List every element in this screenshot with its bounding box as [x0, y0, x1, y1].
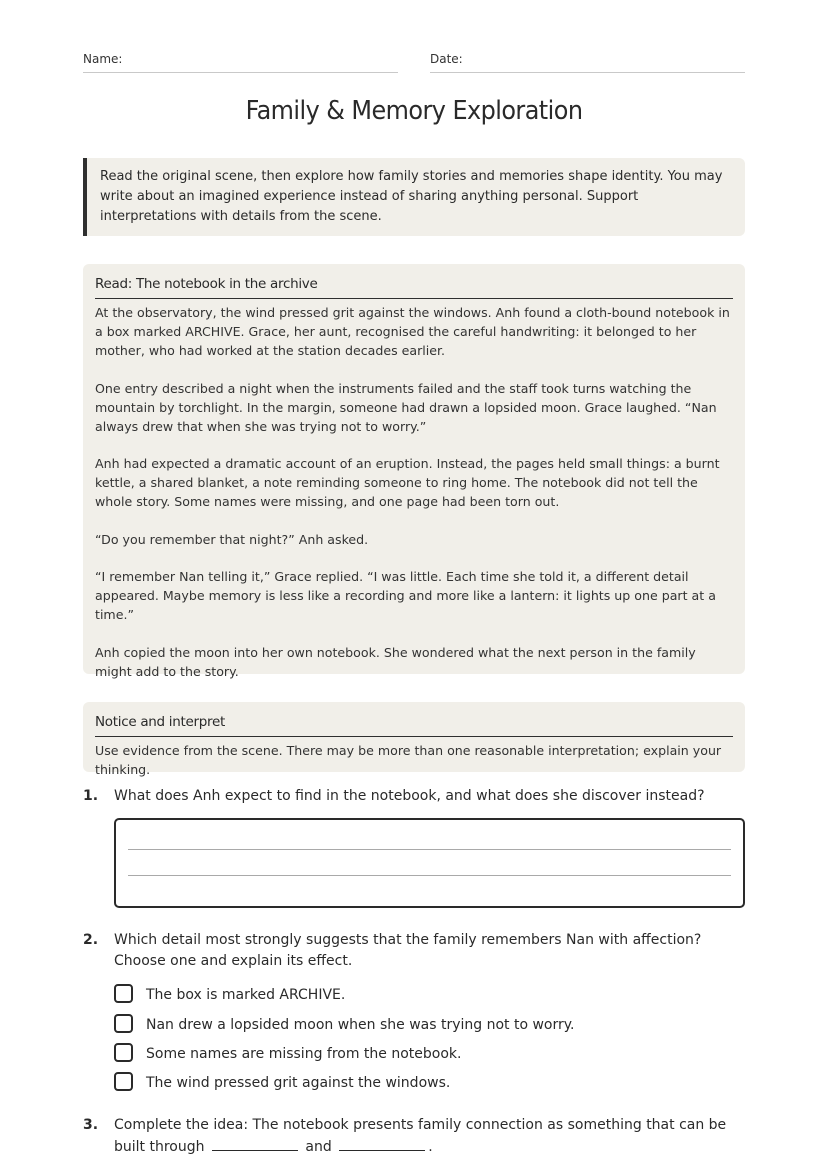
checkbox[interactable]: [114, 1043, 133, 1062]
story-paragraph: At the observatory, the wind pressed grit against the windows. Anh found a cloth-bound notebook in a box marked ARCHIVE. Grace, her aunt, recognised the careful handwriting: it belonged to her mother, who had worked at the station decades earlier.: [95, 305, 730, 358]
question-text: [114, 1115, 744, 1158]
question-text-end: .: [428, 1139, 433, 1155]
answer-line: [128, 875, 731, 876]
option-1[interactable]: [114, 984, 714, 1006]
page-title: Family & Memory Exploration: [245, 96, 583, 126]
option-2[interactable]: [114, 1014, 714, 1036]
checkbox[interactable]: [114, 1014, 133, 1033]
date-field[interactable]: [430, 52, 745, 73]
option-label: The wind pressed grit against the windows.: [146, 1075, 451, 1091]
name-date-row: [83, 52, 745, 74]
story-paragraph: “Do you remember that night?” Anh asked.: [95, 531, 369, 547]
answer-box-1[interactable]: [114, 818, 745, 908]
date-label: Date:: [430, 52, 463, 66]
reading-heading: Read: The notebook in the archive: [95, 276, 733, 299]
story-paragraph: Anh copied the moon into her own notebook. She wondered what the next person in the family might add to the story.: [95, 644, 696, 679]
question-number: 2.: [83, 932, 99, 948]
story-paragraph: Anh had expected a dramatic account of an eruption. Instead, the pages held small things: a burnt kettle, a shared blanket, a note reminding someone to ring home. The notebook did not tell the whole story. Some names were missing, and one page had been torn out.: [95, 456, 720, 509]
instructions-box: Read the original scene, then explore how family stories and memories shape identity. You may write about an imagined experience instead of sharing anything personal. Support interpretations with details from the scene.: [83, 158, 745, 236]
story-paragraph: “I remember Nan telling it,” Grace replied. “I was little. Each time she told it, a different detail appeared. Maybe memory is less like a recording and more like a lantern: it lights up one part at a time.”: [95, 569, 716, 622]
option-label: The box is marked ARCHIVE.: [146, 987, 346, 1003]
story-text: [95, 299, 733, 681]
name-field[interactable]: [83, 52, 398, 73]
fill-blank-2[interactable]: [339, 1136, 425, 1151]
notice-panel: [83, 702, 745, 777]
fill-blank-1[interactable]: [212, 1136, 298, 1151]
question-number: 3.: [83, 1117, 99, 1133]
question-text: Which detail most strongly suggests that the family remembers Nan with affection? Choose one and explain its effect.: [114, 932, 702, 969]
question-number: 1.: [83, 788, 99, 804]
option-3[interactable]: [114, 1043, 714, 1065]
answer-line: [128, 849, 731, 850]
option-label: Nan drew a lopsided moon when she was trying not to worry.: [146, 1017, 575, 1033]
notice-heading: Notice and interpret: [95, 714, 733, 737]
checkbox[interactable]: [114, 1072, 133, 1091]
question-text: What does Anh expect to find in the notebook, and what does she discover instead?: [114, 788, 705, 804]
reading-panel: [83, 264, 745, 679]
option-label: Some names are missing from the notebook.: [146, 1046, 462, 1062]
option-4[interactable]: [114, 1072, 714, 1094]
question-text-start: Complete the idea: The notebook presents family connection as something that can be built through: [114, 1117, 727, 1155]
question-text-and: and: [305, 1139, 332, 1155]
story-paragraph: One entry described a night when the instruments failed and the staff took turns watching the mountain by torchlight. In the margin, someone had drawn a lopsided moon. Grace laughed. “Nan always drew that when she was trying not to worry.”: [95, 380, 717, 434]
notice-text: Use evidence from the scene. There may be more than one reasonable interpretation; explain your thinking.: [95, 743, 722, 777]
checkbox[interactable]: [114, 984, 133, 1003]
name-label: Name:: [83, 52, 123, 66]
